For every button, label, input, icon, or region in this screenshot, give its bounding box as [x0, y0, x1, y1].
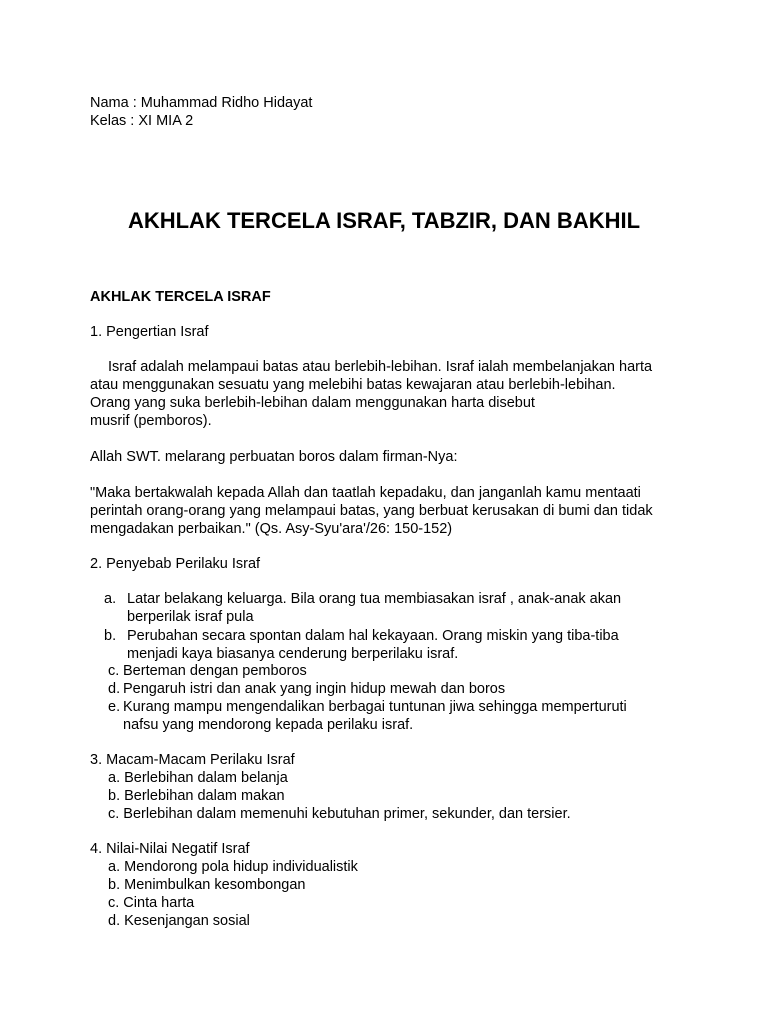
list-item: Latar belakang keluarga. Bila orang tua membiasakan israf , anak-anak akan [127, 591, 622, 607]
list-marker: b. [104, 628, 117, 644]
paragraph-line: Orang yang suka berlebih-lebihan dalam menggunakan harta disebut [90, 395, 535, 411]
list-item: Pengaruh istri dan anak yang ingin hidup mewah dan boros [123, 681, 506, 697]
subheading-penyebab: 2. Penyebab Perilaku Israf [90, 556, 261, 572]
list-marker: a. [104, 591, 117, 607]
list-item: a. Berlebihan dalam belanja [108, 770, 288, 786]
paragraph-line: Israf adalah melampaui batas atau berlebih-lebihan. Israf ialah membelanjakan harta [108, 359, 653, 375]
paragraph-line: atau menggunakan sesuatu yang melebihi batas kewajaran atau berlebih-lebihan. [90, 377, 616, 393]
list-item: c. Berlebihan dalam memenuhi kebutuhan primer, sekunder, dan tersier. [108, 806, 571, 822]
list-item: b. Berlebihan dalam makan [108, 788, 285, 804]
student-class: Kelas : XI MIA 2 [90, 113, 194, 129]
list-item: b. Menimbulkan kesombongan [108, 877, 306, 893]
student-name: Nama : Muhammad Ridho Hidayat [90, 95, 313, 111]
list-item: menjadi kaya biasanya cenderung berperilaku israf. [127, 646, 459, 662]
list-marker: c. [108, 663, 120, 679]
quote-line: "Maka bertakwalah kepada Allah dan taatlah kepadaku, dan janganlah kamu mentaati [90, 485, 641, 501]
list-marker: e. [108, 699, 121, 715]
list-marker: d. [108, 681, 121, 697]
document-title: AKHLAK TERCELA ISRAF, TABZIR, DAN BAKHIL [127, 208, 641, 233]
list-item: c. Cinta harta [108, 895, 195, 911]
list-item: Berteman dengan pemboros [123, 663, 307, 679]
paragraph-line: musrif (pemboros). [90, 413, 212, 429]
list-item: d. Kesenjangan sosial [108, 913, 250, 929]
allah-statement: Allah SWT. melarang perbuatan boros dalam firman-Nya: [90, 449, 458, 465]
quote-line: perintah orang-orang yang melampaui batas, yang berbuat kerusakan di bumi dan tidak [90, 503, 653, 519]
list-item: a. Mendorong pola hidup individualistik [108, 859, 358, 875]
section-heading: AKHLAK TERCELA ISRAF [90, 289, 271, 305]
list-item: nafsu yang mendorong kepada perilaku israf. [123, 717, 414, 733]
list-item: Kurang mampu mengendalikan berbagai tuntunan jiwa sehingga memperturuti [123, 699, 627, 715]
quote-line: mengadakan perbaikan." (Qs. Asy-Syu'ara'/26: 150-152) [90, 521, 453, 537]
subheading-nilai: 4. Nilai-Nilai Negatif Israf [90, 841, 250, 857]
list-item: berperilak israf pula [127, 609, 254, 625]
list-item: Perubahan secara spontan dalam hal kekayaan. Orang miskin yang tiba-tiba [127, 628, 619, 644]
subheading-macam: 3. Macam-Macam Perilaku Israf [90, 752, 295, 768]
subheading-pengertian: 1. Pengertian Israf [90, 324, 209, 340]
